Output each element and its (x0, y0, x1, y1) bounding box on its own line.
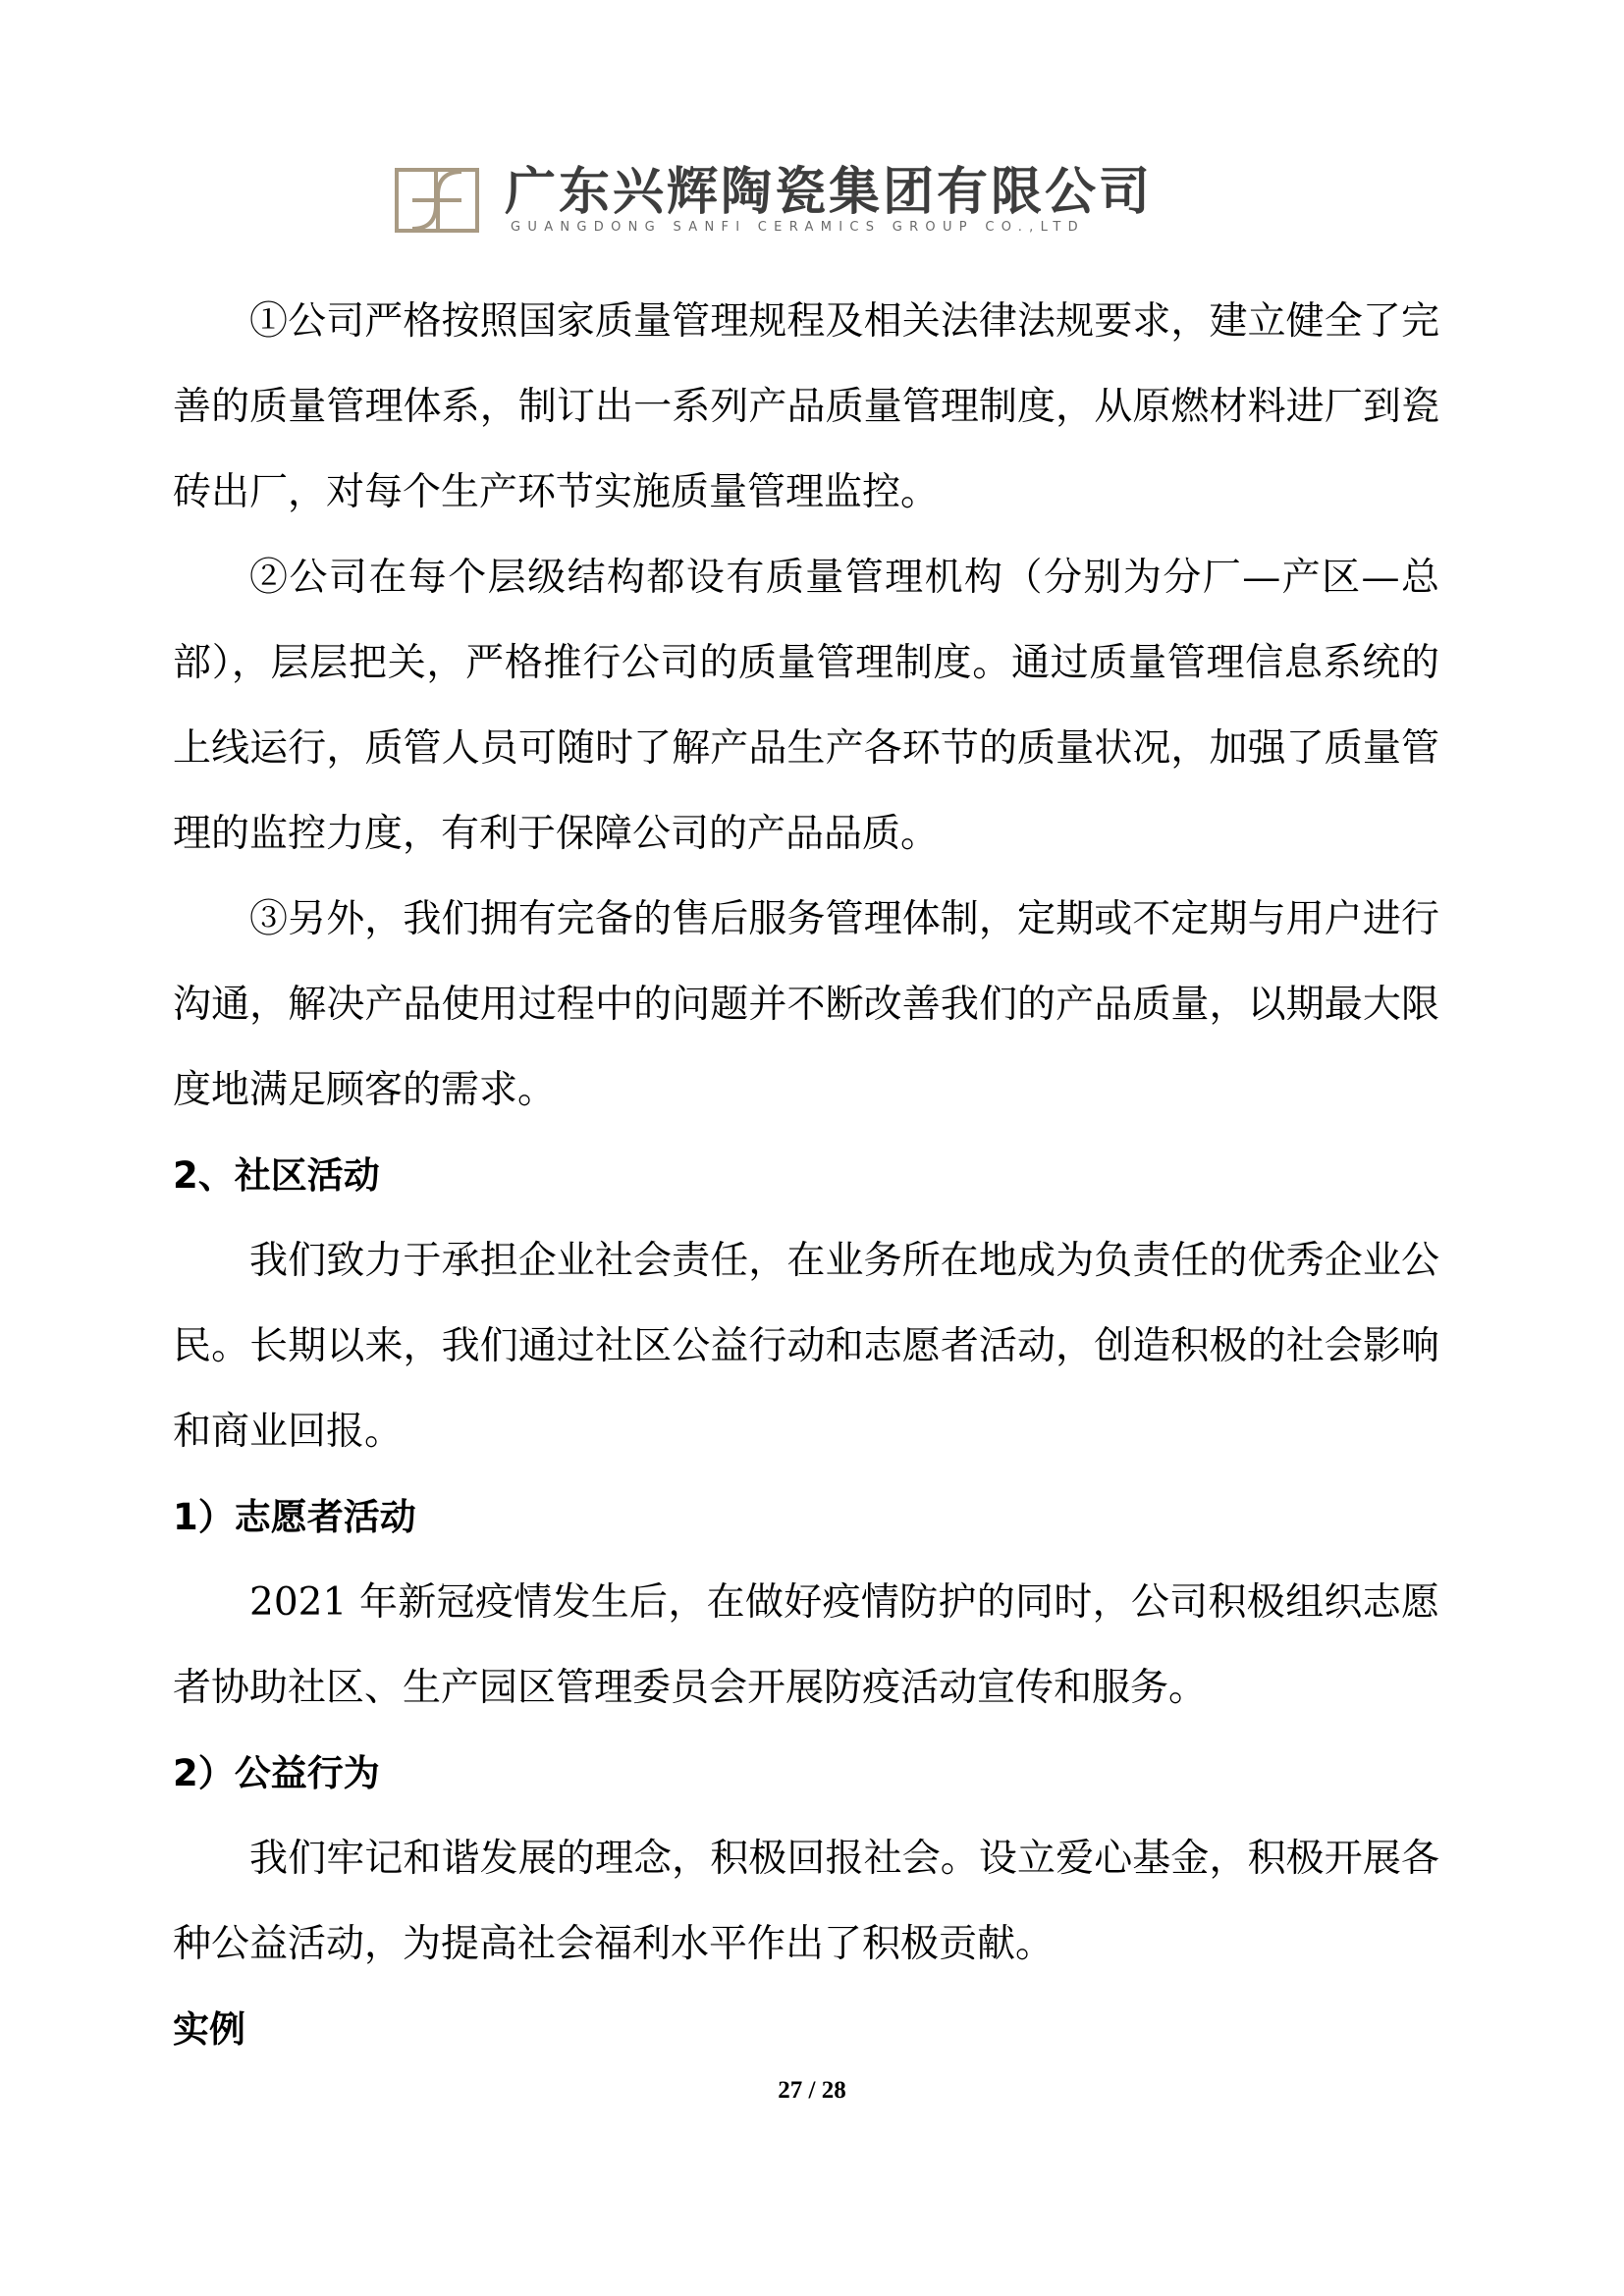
paragraph-after-sales: ③另外，我们拥有完备的售后服务管理体制，定期或不定期与用户进行沟通，解决产品使用过程中的问题并不断改善我们的产品质量，以期最大限度地满足顾客的需求。 (173, 897, 1439, 1112)
heading-community-activities: 2、社区活动 (173, 1154, 380, 1197)
paragraph-volunteer: 2021 年新冠疫情发生后，在做好疫情防护的同时，公司积极组织志愿者协助社区、生产园区管理委员会开展防疫活动宣传和服务。 (173, 1580, 1439, 1710)
company-logo-icon (395, 168, 479, 233)
heading-charity: 2）公益行为 (173, 1752, 380, 1794)
page-number: 27 / 28 (778, 2077, 846, 2104)
paragraph-charity: 我们牢记和谐发展的理念，积极回报社会。设立爱心基金，积极开展各种公益活动，为提高社会福利水平作出了积极贡献。 (173, 1837, 1439, 1966)
company-name-en: GUANGDONG SANFI CERAMICS GROUP CO.,LTD (511, 220, 1085, 235)
paragraph-quality-system: ①公司严格按照国家质量管理规程及相关法律法规要求，建立健全了完善的质量管理体系，制订出一系列产品质量管理制度，从原燃材料进厂到瓷砖出厂，对每个生产环节实施质量管理监控。 (173, 299, 1439, 514)
heading-volunteer-activities: 1）志愿者活动 (173, 1496, 416, 1538)
company-header (395, 165, 1239, 239)
paragraph-social-responsibility: 我们致力于承担企业社会责任，在业务所在地成为负责任的优秀企业公民。长期以来，我们通过社区公益行动和志愿者活动，创造积极的社会影响和商业回报。 (173, 1239, 1439, 1454)
heading-example: 实例 (173, 2008, 245, 2051)
document-body (173, 279, 1439, 2072)
paragraph-quality-organization: ②公司在每个层级结构都设有质量管理机构（分别为分厂—产区—总部），层层把关，严格推行公司的质量管理制度。通过质量管理信息系统的上线运行，质管人员可随时了解产品生产各环节的质量状况，加强了质量管理的监控力度，有利于保障公司的产品品质。 (173, 556, 1439, 856)
company-name-cn: 广东兴辉陶瓷集团有限公司 (505, 163, 1154, 222)
